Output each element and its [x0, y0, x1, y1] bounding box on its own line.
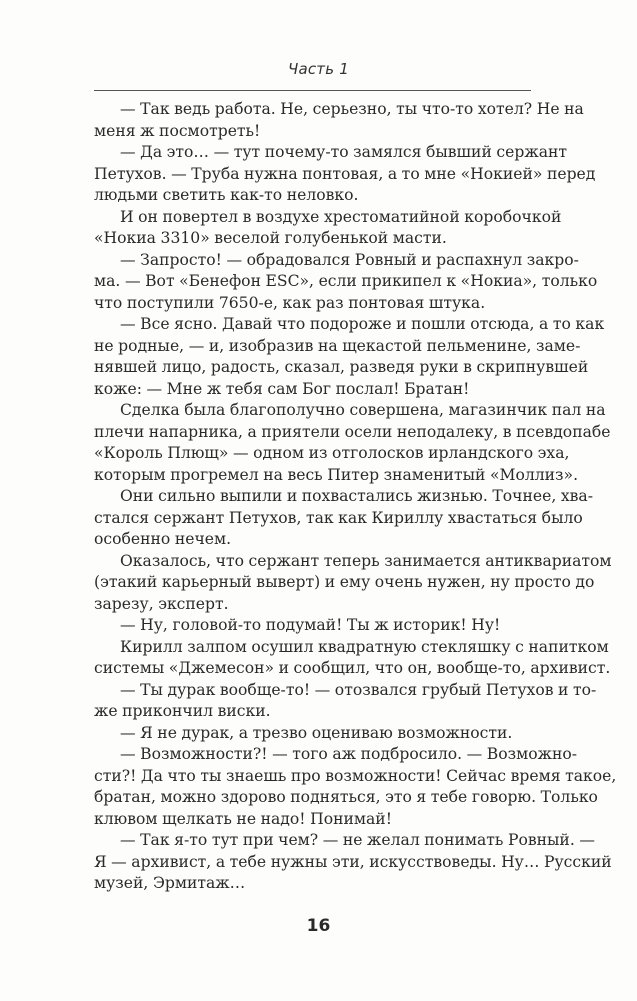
running-head: Часть 1: [287, 60, 349, 78]
text-line: (этакий карьерный выверт) и ему очень нужен, ну просто до: [94, 573, 595, 591]
text-line: — Запросто! — обрадовался Ровный и распахнул закро-: [120, 250, 579, 269]
text-line: — Так я-то тут при чем? — не желал понимать Ровный. —: [120, 831, 595, 849]
text-line: что поступили 7650-е, как раз понтовая штука.: [94, 293, 486, 312]
text-line: «Нокиа 3310» веселой голубенькой масти.: [94, 229, 447, 247]
text-line: братан, можно здорово подняться, это я тебе говорю. Только: [94, 788, 598, 806]
text-line: зарезу, эксперт.: [94, 594, 229, 613]
text-line: клювом щелкать не надо! Понимай!: [94, 809, 392, 828]
text-line: которым прогремел на весь Питер знаменитый «Моллиз».: [94, 465, 579, 484]
text-line: Они сильно выпили и похвастались жизнью. Точнее, хва-: [120, 487, 593, 505]
text-line: нявшей лицо, радость, сказал, разведя руки в скрипнувшей: [94, 358, 589, 376]
text-line: — Да это… — тут почему-то замялся бывший сержант: [120, 143, 568, 161]
text-line: людьми светить как-то неловко.: [94, 186, 359, 204]
text-line: «Король Плющ» — одном из отголосков ирландского эха,: [94, 444, 570, 462]
text-line: — Ты дурак вообще-то! — отозвался грубый Петухов и то-: [120, 680, 597, 699]
text-line: музей, Эрмитаж…: [94, 874, 246, 892]
text-line: Петухов. — Труба нужна понтовая, а то мне «Нокией» перед: [94, 164, 596, 183]
page-number: 16: [306, 916, 331, 936]
header-rule: [94, 90, 531, 91]
body-text: [94, 99, 617, 895]
text-line: коже: — Мне ж тебя сам Бог послал! Братан!: [94, 379, 470, 398]
text-line: Кирилл залпом осушил квадратную стекляшку с напитком: [120, 637, 609, 656]
text-line: стался сержант Петухов, так как Кириллу хвастаться было: [94, 508, 583, 527]
text-line: — Все ясно. Давай что подороже и пошли отсюда, а то как: [120, 315, 605, 333]
text-line: системы «Джемесон» и сообщил, что он, вообще-то, архивист.: [94, 659, 611, 677]
text-line: Оказалось, что сержант теперь занимается антиквариатом: [120, 551, 612, 570]
text-line: плечи напарника, а приятели осели неподалеку, в псевдопабе: [94, 422, 611, 441]
text-line: — Так ведь работа. Не, серьезно, ты что-то хотел? Не на: [120, 100, 584, 118]
text-line: не родные, — и, изобразив на щекастой пельменине, заме-: [94, 336, 581, 355]
text-line: — Я не дурак, а трезво оцениваю возможности.: [120, 723, 513, 742]
text-line: меня ж посмотреть!: [94, 121, 261, 140]
text-line: Я — архивист, а тебе нужны эти, искусствоведы. Ну… Русский: [94, 852, 612, 871]
text-line: — Возможности?! — того аж подбросило. — Возможно-: [120, 745, 578, 763]
text-line: — Ну, головой-то подумай! Ты ж историк! Ну!: [120, 616, 501, 634]
text-line: И он повертел в воздухе хрестоматийной коробочкой: [120, 207, 562, 226]
text-line: ма. — Вот «Бенефон ESC», если прикипел к «Нокиа», только: [94, 272, 598, 290]
text-line: же прикончил виски.: [94, 702, 271, 720]
text-line: особенно нечем.: [94, 530, 232, 548]
text-line: Сделка была благополучно совершена, магазинчик пал на: [120, 401, 606, 419]
text-line: сти?! Да что ты знаешь про возможности! Сейчас время такое,: [94, 766, 617, 785]
